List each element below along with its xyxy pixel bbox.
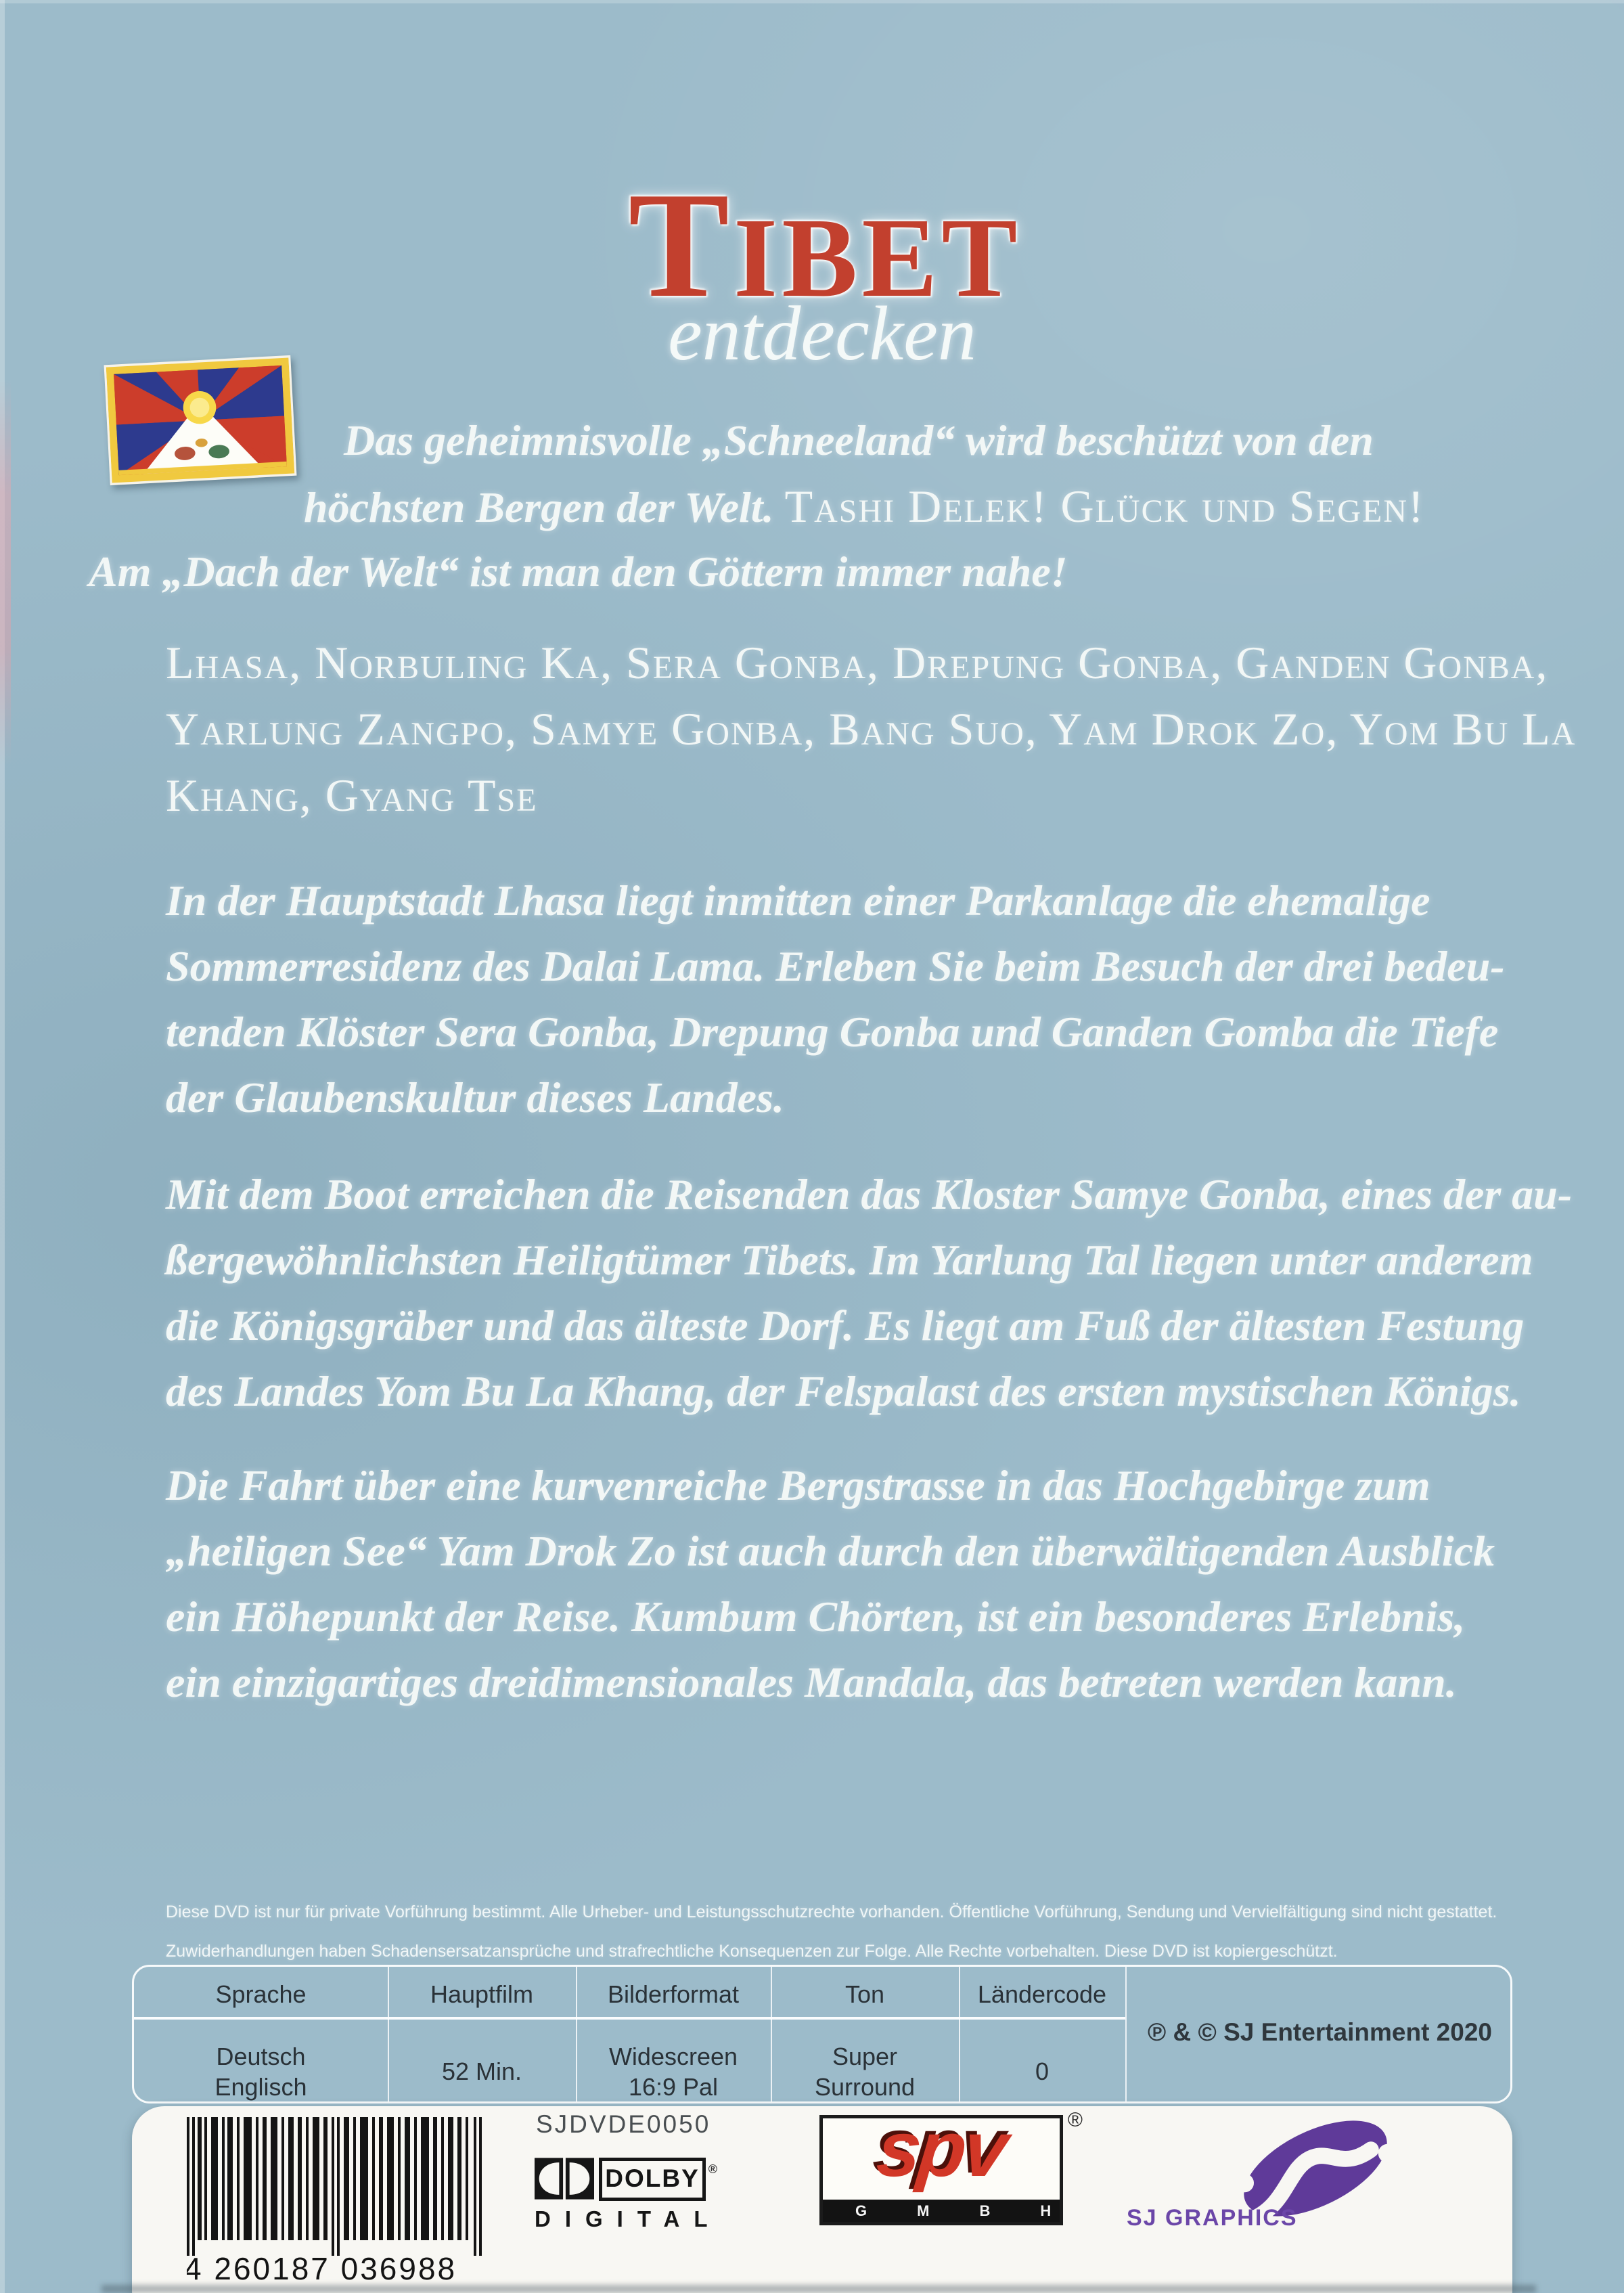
tibet-flag-graphic	[106, 357, 295, 483]
catalog-number: SJDVDE0050	[536, 2110, 711, 2138]
registered-mark-icon: ®	[708, 2162, 717, 2176]
spv-gmbh-label: GMBH	[823, 2200, 1060, 2222]
paragraph-lhasa	[166, 868, 1505, 1130]
sj-graphics-label: SJ GRAPHICS	[1127, 2205, 1298, 2231]
places-list	[166, 629, 1576, 828]
text-line: des Landes Yom Bu La Khang, der Felspalast des ersten mystischen Königs.	[166, 1367, 1521, 1415]
scan-edge-top	[0, 0, 1624, 3]
table-value: Deutsch	[216, 2043, 306, 2070]
table-value: 0	[1035, 2057, 1050, 2085]
text-line: der Glaubenskultur dieses Landes.	[166, 1073, 784, 1121]
spv-label: spv	[873, 2105, 1010, 2193]
page-subtitle: entdecken	[668, 290, 976, 376]
column-header: Hauptfilm	[430, 1980, 534, 2008]
barcode-bars	[187, 2117, 484, 2283]
page-title: TIBET	[628, 161, 1022, 329]
table-value: Widescreen	[608, 2043, 738, 2070]
text-line: Mit dem Boot erreichen die Reisenden das Kloster Samye Gonba, eines der au-	[166, 1170, 1573, 1218]
paragraph-fahrt	[166, 1452, 1495, 1715]
table-value: Surround	[814, 2073, 916, 2101]
spv-logo	[819, 2105, 1102, 2225]
table-header-divider	[134, 2017, 1125, 2020]
places-line: Lhasa, Norbuling Ka, Sera Gonba, Drepung Gonba, Ganden Gonba,	[166, 637, 1549, 688]
intro-line	[304, 474, 1425, 540]
intro-line: Das geheimnisvolle „Schneeland“ wird beschützt von den	[344, 416, 1374, 464]
intro-line: Am „Dach der Welt“ ist man den Göttern immer nahe!	[89, 548, 1068, 596]
column-header: Bilderformat	[607, 1980, 740, 2008]
dolby-digital-logo	[535, 2158, 724, 2232]
places-line: Khang, Gyang Tse	[166, 770, 538, 821]
dolby-label: DOLBY	[605, 2164, 700, 2192]
paragraph-boot	[166, 1161, 1572, 1424]
barcode	[187, 2117, 484, 2286]
text-line: ein Höhepunkt der Reise. Kumbum Chörten, ist ein besonderes Erlebnis,	[166, 1593, 1466, 1641]
scan-pink-streak	[0, 379, 11, 765]
legal-line: Diese DVD ist nur für private Vorführung bestimmt. Alle Urheber- und Leistungsschutzrechte vorhanden. Öffentliche Vorführung, Sendung und Vervielfältigung sind nicht gestattet.	[166, 1902, 1497, 1921]
scan-bottom-shadow	[102, 2285, 1536, 2293]
places-line: Yarlung Zangpo, Samye Gonba, Bang Suo, Yam Drok Zo, Yom Bu La	[166, 703, 1577, 755]
specs-table	[132, 1965, 1512, 2103]
barcode-number: 4 260187 036988	[187, 2251, 457, 2283]
dolby-wordmark	[599, 2158, 717, 2201]
text-line: ßergewöhnlichsten Heiligtümer Tibets. Im Yarlung Tal liegen unter anderem	[166, 1236, 1533, 1284]
table-value: 52 Min.	[441, 2057, 522, 2085]
table-value: Super	[832, 2043, 898, 2070]
intro-line2-italic: höchsten Bergen der Welt.	[304, 483, 774, 531]
text-line: Die Fahrt über eine kurvenreiche Bergstrasse in das Hochgebirge zum	[166, 1461, 1430, 1509]
text-line: die Königsgräber und das älteste Dorf. Es liegt am Fuß der ältesten Festung	[166, 1301, 1525, 1350]
table-value: 16:9 Pal	[628, 2073, 719, 2101]
tibet-flag-icon	[104, 355, 297, 485]
sj-graphics-swirl-icon	[1232, 2118, 1399, 2219]
dolby-digital-label: DIGITAL	[535, 2206, 722, 2231]
column-header: Sprache	[215, 1980, 307, 2008]
intro-line2-smallcaps: Tashi Delek! Glück und Segen!	[784, 481, 1425, 532]
legal-notice	[166, 1892, 1497, 1971]
column-header: Ländercode	[977, 1980, 1107, 2008]
text-line: „heiligen See“ Yam Drok Zo ist auch durch den überwältigenden Ausblick	[166, 1527, 1495, 1575]
text-line: ein einzigartiges dreidimensionales Mandala, das betreten werden kann.	[166, 1658, 1457, 1706]
registered-mark-icon: ®	[1067, 2109, 1083, 2131]
legal-line: Zuwiderhandlungen haben Schadensersatzansprüche und strafrechtliche Konsequenzen zur Folge. Alle Rechte vorbehalten. Diese DVD ist kopiergeschützt.	[166, 1942, 1338, 1961]
dolby-double-d-icon	[535, 2158, 594, 2200]
text-line: tenden Klöster Sera Gonba, Drepung Gonba und Ganden Gomba die Tiefe	[166, 1008, 1499, 1056]
column-header: Ton	[844, 1980, 885, 2008]
text-line: In der Hauptstadt Lhasa liegt inmitten einer Parkanlage die ehemalige	[166, 876, 1430, 925]
text-line: Sommerresidenz des Dalai Lama. Erleben Sie beim Besuch der drei bedeu-	[166, 942, 1505, 990]
copyright-text: ℗ & © SJ Entertainment 2020	[1148, 2018, 1492, 2046]
table-value: Englisch	[215, 2073, 307, 2101]
